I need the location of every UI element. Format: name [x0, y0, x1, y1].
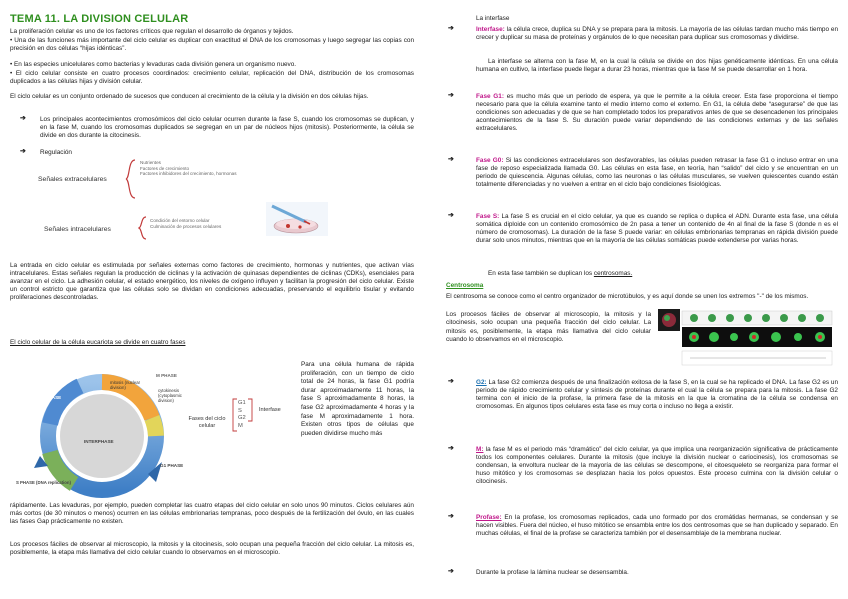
mitosis-micrograph-strip — [654, 307, 838, 371]
four-phases-heading: El ciclo celular de la célula eucariota se divide en cuatro fases — [10, 339, 186, 346]
arrow-icon: ➔ — [448, 212, 454, 219]
phase-key-item: G1 — [238, 400, 246, 406]
cytokinesis-label: cytokinesis (cytoplasmic division) — [158, 388, 182, 403]
arrow-icon: ➔ — [20, 148, 26, 155]
g0-paragraph — [476, 157, 838, 189]
phase-key-item: M — [238, 422, 243, 429]
s-centrosome-text: En esta fase también se duplican los — [488, 270, 594, 277]
regulation-figure — [30, 156, 330, 242]
arrow-icon: ➔ — [448, 445, 454, 452]
centrosome-duplication-text — [476, 270, 838, 278]
centrosoma-heading-text: Centrosoma — [446, 282, 484, 289]
g0-term: Fase G0: — [476, 157, 504, 164]
bullet-3: • El ciclo celular consiste en cuatro procesos coordinados: crecimiento celular, replicación del DNA, distribución de los cromosomas duplicados a las células hijas y división celular. — [10, 70, 414, 86]
phase-key-item: G2 — [238, 415, 246, 422]
s-phase-label: S PHASE (DNA replication) — [16, 480, 71, 485]
g1-phase-label: G1 PHASE — [160, 463, 184, 468]
g2-phase-label: G2 PHASE — [38, 395, 62, 400]
profase-description: En la profase, los cromosomas replicados, cada uno formado por dos cromátidas hermanas, se condensan y se hacen visibles. Fuera del núcleo, el huso mitótico se ensambla entre los dos centrosomas que se han duplicado y separado. En muchas células, el final de la profase se caracteriza también por el desensamblaje de la membrana nuclear. — [476, 514, 838, 538]
microscope-observation-text: Los procesos fáciles de observar al microscopio, la mitosis y la citocinesis, solo ocupan una pequeña fracción del ciclo celular. La mitosis es, posiblemente, la etapa más llamativa del ciclo celular cuando lo observamos en el microscopio. — [10, 541, 414, 557]
bullet-1: • Una de las funciones más importante del ciclo celular es duplicar con exactitud el DNA de los cromosomas y luego segregar las copias con precisión en dos células “hijas idénticas”. — [10, 37, 414, 53]
g1-description: es mucho más que un periodo de espera, ya que le permite a la célula crecer. Esta fase proporciona el tiempo necesario para que la célula examine tanto el medio interno como el externo. En G1, la célula debe “asegurarse” de que las condiciones son adecuadas y de que se han completado todos los preparativos antes de que se desencadenen los principales acontecimientos de la fase S. Su duración puede variar dependiendo de las condiciones externas y de las señales extracelulares. — [476, 93, 838, 133]
intracellular-signals-label: Señales intracelulares — [44, 226, 111, 233]
phase-key-item: S — [238, 407, 242, 414]
human-cell-timing-text: Para una célula humana de rápida proliferación, con un tiempo de ciclo total de 24 horas, la fase G1 podría durar aproximadamente 11 horas, la fase S aproximadamente 8 horas, la fase G2 aproximadamente 4 horas y la fase M aproximadamente 1 hora. Existen otros tipos de células que pueden dividirse mucho más — [301, 361, 414, 437]
centrosoma-heading — [446, 282, 483, 290]
arrow-icon: ➔ — [20, 115, 26, 122]
intro-text: La proliferación celular es uno de los factores críticos que regulan el desarrollo de órganos y tejidos. — [10, 28, 294, 35]
yeast-timing-text: rápidamente. Las levaduras, por ejemplo, pueden completar las cuatro etapas del ciclo celular en solo unos 90 minutos. Ciclos celulares aún más cortos (de 30 minutos o menos) ocurren en las células embrionarias tempranas, poco después de la fertilización del óvulo, en las cuales las fases Gap prácticamente no existen. — [10, 502, 414, 526]
g2-description: La fase G2 comienza después de una finalización exitosa de la fase S, en la cual se ha replicado el DNA. La fase G2 es un periodo de rápido crecimiento celular y síntesis de proteínas durante el cual la célula se prepara para la mitosis. La fase G2 termina con el inicio de la profase, la primera fase de la mitosis en la que la cromatina de la célula se condensa en cromosomas. En algunos tipos celulares esta fase es muy corta o incluso no llega a existir. — [476, 379, 838, 411]
ext-item: Nutrientes — [140, 160, 161, 165]
interfase-paragraph — [476, 26, 838, 42]
m-term: M: — [476, 446, 484, 453]
interfase-label: Interfase — [259, 407, 281, 413]
int-item: Condición del entorno celular — [150, 218, 210, 223]
arrow-icon: ➔ — [448, 568, 454, 575]
interfase-intro: La interfase — [476, 15, 510, 22]
cycle-definition: El ciclo celular es un conjunto ordenado de sucesos que conducen al crecimiento de la célula y la división en dos células hijas. — [10, 93, 369, 100]
nuclear-lamina-text: Durante la profase la lámina nuclear se desensambla. — [476, 569, 629, 576]
arrow-icon: ➔ — [448, 513, 454, 520]
arrow-icon: ➔ — [448, 156, 454, 163]
ext-item: Factores inhibidores del crecimiento, hormonas — [140, 171, 237, 177]
arrow-icon: ➔ — [448, 92, 454, 99]
s-paragraph — [476, 213, 838, 245]
phase-bracket — [230, 398, 238, 432]
mitosis-label: mitosis (nuclear division) — [110, 380, 141, 390]
g2-term: G2: — [476, 379, 487, 386]
centrosoma-text: El centrosoma se conoce como el centro organizador de microtúbulos, y es aquí donde se unen los extremos "-" de los mismos. — [446, 293, 809, 300]
extracellular-brace — [125, 158, 137, 200]
cycle-phases-label: Fases del ciclo celular — [188, 416, 226, 429]
profase-term: Profase: — [476, 514, 502, 521]
interfase-term: Interfase: — [476, 26, 505, 33]
g2-paragraph — [476, 379, 838, 411]
m-paragraph — [476, 446, 838, 486]
interphase-label: INTERPHASE — [84, 439, 114, 444]
extracellular-signals-label: Señales extracelulares — [38, 176, 107, 183]
entry-signals-text: La entrada en ciclo celular es estimulada por señales externas como factores de crecimiento, hormonas y nutrientes, que activan vías intracelulares. Estas señales regulan la producción de ciclinas y la activación de quinasas dependientes de ciclinas (CDKs), esenciales para avanzar en el ciclo. La adhesión celular, el estado energético, los niveles de oxígeno influyen y facilitan la progresión del ciclo celular. Existe un control estricto que garantiza que las células solo se dividan en condiciones adecuadas, preservando el equilibrio tisular y evitando proliferaciones descontroladas. — [10, 262, 414, 302]
interfase-description: la célula crece, duplica su DNA y se prepara para la mitosis. La mayoría de las células tardan mucho más tiempo en crecer y duplicar su masa de proteínas y orgánulos de lo que necesitan para duplicar sus cromosomas y dividirse. — [476, 26, 838, 42]
profase-paragraph — [476, 514, 838, 538]
ext-item: Factores de crecimiento — [140, 165, 190, 171]
g1-paragraph — [476, 93, 838, 133]
centrosomas-link: centrosomas. — [593, 270, 633, 277]
s-term: Fase S: — [476, 213, 500, 220]
m-phase-label: M PHASE — [156, 373, 177, 378]
int-item: Culminación de procesos celulares — [150, 223, 222, 229]
phase-key — [238, 400, 246, 430]
m-description: la fase M es el periodo más “dramático” del ciclo celular, ya que implica una reorganización significativa de prácticamente todos los componentes celulares. Durante la mitosis (que incluye la división nuclear o cariocinesis), los cromosomas se condensan, la envoltura nuclear de la mayoría de las células se descompone, el citoesqueleto se reorganiza para formar el huso mitótico y los cromosomas se desplazan hacia los polos opuestos. Este proceso culmina con la división celular o citocinesis. — [476, 446, 838, 486]
regulation-label: Regulación — [40, 149, 72, 156]
interfase-duration-text: La interfase se alterna con la fase M, en la cual la célula se divide en dos hijas genéticamente idénticas. En una célula humana en cultivo, la interfase puede llegar a durar 23 horas, mientras que la fase M se puede desarrollar en 1 hora. — [476, 58, 838, 74]
bullet-2: • En las especies unicelulares como bacterias y levaduras cada división genera un organismo nuevo. — [10, 61, 297, 68]
interfase-bracket — [247, 398, 257, 422]
arrow-icon: ➔ — [448, 25, 454, 32]
page-title: TEMA 11. LA DIVISION CELULAR — [10, 13, 189, 25]
arrow-icon: ➔ — [448, 378, 454, 385]
chromosomal-events-text: Los principales acontecimientos cromosómicos del ciclo celular ocurren durante la fase S, cuando los cromosomas se duplican, y en la fase M, cuando los cromosomas duplicados se segregan en un par de núcleos hijos (mitosis). Posteriormente, la célula se divide en dos durante la citocinesis. — [40, 116, 414, 140]
s-description: La fase S es crucial en el ciclo celular, ya que es cuando se replica o duplica el ADN. Durante esta fase, una célula somática diploide con un contenido cromosómico de 2n pasa a tener un contenido de 4n al final de la fase S (donde n es el número de cromosomas). La duración de la fase S puede variar: en células embrionarias tempranas en rápida división puede durar solo unos minutos, mientras que en la mayoría de las células somáticas puede extenderse por varias horas. — [476, 213, 838, 245]
intracellular-brace — [138, 216, 148, 240]
g1-term: Fase G1: — [476, 93, 504, 100]
petri-dish-illustration — [266, 202, 328, 236]
processes-text: Los procesos fáciles de observar al microscopio, la mitosis y la citocinesis, solo ocupan una pequeña fracción del ciclo celular. La mitosis es, posiblemente, la etapa más llamativa del ciclo celular cuando lo observamos en el microscopio. — [446, 311, 651, 344]
g0-description: Si las condiciones extracelulares son desfavorables, las células pueden retrasar la fase G1 o incluso entrar en una fase de reposo especializada llamada G0. Las células en esta fase, en teoría, han “salido” del ciclo y se encuentran en un periodo de quiescencia. Algunas células, como las neuronas o las células musculares, se vuelven quiescentes cuando están totalmente diferenciadas y no vuelven a entrar en el ciclo bajo condiciones fisiológicas. — [476, 157, 838, 189]
